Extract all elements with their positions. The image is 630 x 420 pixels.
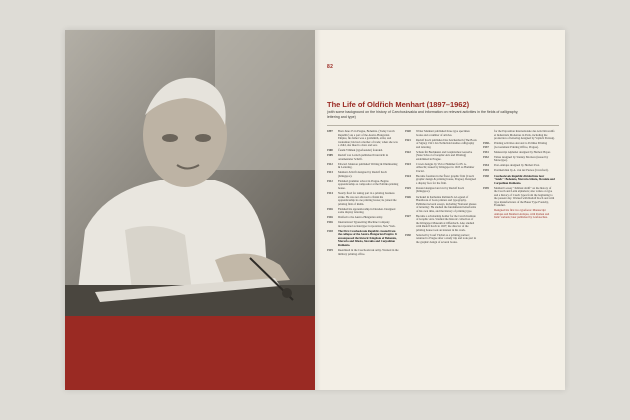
timeline-text: Designed his first two typefaces: Manuscript Antiqua and Menhart Antiqua, with Roman and Italic variants; later published by Grafotechna. (494, 208, 550, 220)
timeline-entry (483, 209, 555, 220)
book-spread (65, 30, 565, 390)
timeline-year: 1897 (327, 129, 333, 133)
timeline-entry (327, 130, 399, 148)
timeline-year: 1916 (327, 220, 333, 225)
timeline-text: The First Czechoslovak Republic created from the collapse of the Austro-Hungarian Empire. It encompassed the historic Kingdom of Bohemia, Moravia and Silesia, Slovakia and Carpathian Ruthenia. (338, 228, 398, 247)
timeline-entry (483, 151, 555, 155)
portrait-illustration (65, 30, 315, 316)
timeline-year: 1923 (405, 161, 411, 166)
timeline-text: Crown designs by Victor Hammer for H. A. Albrecht; issued by Klingspor in 1923 as Hammer Uncial. (416, 161, 475, 173)
timeline-year: 1916 (327, 215, 333, 220)
timeline-text: International Typesetting Machine Company incorporated as Intertype Corporation, New York. (338, 220, 396, 228)
red-color-band (65, 316, 315, 390)
timeline-column-1 (327, 130, 399, 258)
timeline-year: 1921 (405, 137, 411, 142)
portrait-photo (65, 30, 315, 316)
timeline-text: Born June 25 in Prague, Bohemia. (Today Czech Republic) As a part of the Austro-Hungarian Empire, his father was a goldsmith, artist, and tradesman; his had a mother of trade; when she was a child, she liked to draw and sew. (338, 129, 398, 147)
timeline-text: Became a scholarship holder for the Czech Institute of Graphic Arts. Studied the historic collection of the Klingspor Museum at Offenbach. Also studied with Rudolf Koch in 1927; the director of the printing house took an interest in his work. (416, 213, 476, 232)
timeline-year: 1938 (483, 173, 489, 178)
timeline-entry (327, 192, 399, 206)
timeline-year: 1926 (405, 194, 411, 199)
timeline-entry (405, 163, 477, 174)
timeline-text: Čeněk Vilímek (typefounder) founded. (338, 148, 383, 153)
timeline-text: Menhart's essay "Jubilant shrift" on the history of the Czech and Latin alphabets; also writes on type and a history of Czech types from the beginning to the present day. Worked with Rudolf Koch and with type manufacturers of the Bauer Type Foundry, Frankfurt. (494, 185, 555, 208)
timeline-year: 1916 (327, 206, 333, 211)
timeline-text: Rotund designed and cut by Rudolf Koch (Klingspor). (416, 185, 465, 194)
timeline-year: 1922 (405, 149, 411, 154)
timeline-entry (327, 216, 399, 220)
page-subtitle: (with some background on the history of Czechoslovakia and information on relevant activities in the fields of calligraphy, lettering and type) (327, 110, 519, 119)
timeline-entry (327, 154, 399, 161)
page-number: 82 (327, 64, 334, 70)
timeline-year: 1918 (327, 228, 333, 233)
timeline-text: Times designed by Stanley Morison (issued by Monotype). (494, 154, 549, 163)
timeline-year: 1920 (405, 129, 411, 133)
timeline-text: Menhart-Schrift designed by Rudolf Koch (Klingspor). (338, 170, 387, 178)
timeline-entry (327, 249, 399, 256)
timeline-entry (405, 187, 477, 194)
timeline-year: 1912 (327, 161, 333, 166)
timeline-text: Selected by Josef Váchal as a printing partner; returned to Prague after a study trip and took part in the graphic design of several books. (416, 232, 477, 244)
timeline-text: Became foreman in the Štenc graphic firm (Czech graphic design & printing house, Prague). Designed a display face for the firm. (416, 173, 477, 185)
timeline-entry (327, 171, 399, 178)
timeline-entry (483, 130, 555, 141)
timeline-text: Printing activities devoted to Politika Printing (Government Printing Office, Prague). (494, 141, 548, 149)
timeline-year: 1939 (483, 185, 489, 190)
timeline-text: Rudolf von Larisch published Unterricht in ornamentaler Schrift. (338, 153, 389, 161)
timeline-entry (327, 208, 399, 215)
timeline-entry (483, 169, 555, 173)
timeline-entry (483, 187, 555, 208)
timeline-text: Postmeridian by A. van der Pauwe (Crawford). (494, 168, 549, 173)
timeline-entry (405, 151, 477, 162)
timeline-entry (405, 139, 477, 150)
timeline-entry (405, 175, 477, 186)
timeline-text: Finished grammar school in Prague. Begins apprenticeship as compositor at the Politika printing house. (338, 178, 399, 190)
timeline-column-3 (483, 130, 555, 221)
timeline-year: 1935 (483, 168, 489, 173)
timeline-entry (405, 196, 477, 214)
timeline-entry (483, 142, 555, 149)
timeline-entry (405, 215, 477, 233)
timeline-text: Finished his apprenticeship in Dresden. Designed some display lettering. (338, 206, 396, 215)
timeline-year: 1900 (327, 148, 333, 153)
timeline-text: Schule für Buchkunst and Graphisches Gewerbe (State School of Graphic Arts and Printing) established in Prague. (416, 149, 473, 161)
timeline-year (483, 209, 494, 220)
timeline-year: 1925 (405, 185, 411, 190)
timeline-year: 1930–1937 (483, 141, 491, 149)
timeline-year: 1930 (405, 232, 411, 237)
timeline-year: 1934 (483, 163, 489, 168)
timeline-entry (483, 175, 555, 186)
timeline-entry (405, 130, 477, 137)
page-title: The Life of Oldřich Menhart (1897–1962) (327, 100, 470, 109)
timeline-text: Writer Menhart published three type specimen books and a number of articles. (416, 129, 470, 137)
timeline-text: Czechoslovak Republic divided into four "lands": Bohemia, Moravia-Silesia, Slovakia and Carpathian Ruthenia. (494, 173, 555, 185)
timeline-text: Rudolf Koch publishes Das Zeichenbuch (The Book of Signs); 1921 Jan Tschichold studies calligraphy and lettering. (416, 137, 477, 149)
book-gutter (315, 30, 321, 390)
timeline-text: for the Exposition Internationale des Arts Décoratifs et Industriels Modernes in Paris, including the production of lettering designed by Vojtěch Preissig. (494, 129, 555, 140)
timeline-text: Nearly fired for taking part in a printing business strike. He was not allowed to finish his apprenticeship in one printing house; he joined the printing firm of Rašín. (338, 191, 397, 206)
timeline-entry (327, 180, 399, 191)
timeline-entry (327, 163, 399, 170)
timeline-year: 1913 (327, 170, 333, 175)
timeline-year: 1912 (327, 178, 333, 183)
timeline-text: Post-Antiqua designed by Herbert Post. (494, 163, 540, 168)
timeline-year: 1932 (483, 154, 489, 159)
timeline-year: 1931 (483, 149, 489, 154)
timeline-text: Included in Katharina Rabland's A Legend of Handbook of book printers and typography. Published several essays, including 'National phases of lettering'. He studied the fundamental letterforms of his own time, and the history of printing type. (416, 194, 477, 213)
timeline-entry (327, 230, 399, 248)
timeline-year: 1924 (405, 173, 411, 178)
timeline-entry (405, 234, 477, 245)
timeline-entry (327, 221, 399, 228)
timeline-entry (483, 156, 555, 163)
timeline-text: Manuscript Alphabet designed by Herbert Bayer. (494, 149, 551, 154)
title-divider (327, 125, 559, 126)
timeline-year: 1919 (327, 248, 333, 253)
timeline-year: 1914 (327, 191, 333, 196)
timeline-column-2 (405, 130, 477, 246)
timeline-entry (327, 149, 399, 153)
timeline-year: 1927 (405, 213, 411, 218)
timeline-text: Edward Johnston published Writing & Illuminating & Lettering. (338, 161, 398, 170)
timeline-text: Drafted to the Austro-Hungarian army. (338, 215, 383, 220)
timeline-year (483, 130, 494, 141)
timeline-entry (483, 164, 555, 168)
timeline-text: Reenlisted in the Czechoslovak army. Worked in the military printing office. (338, 248, 399, 256)
timeline-year: 1909 (327, 153, 333, 158)
